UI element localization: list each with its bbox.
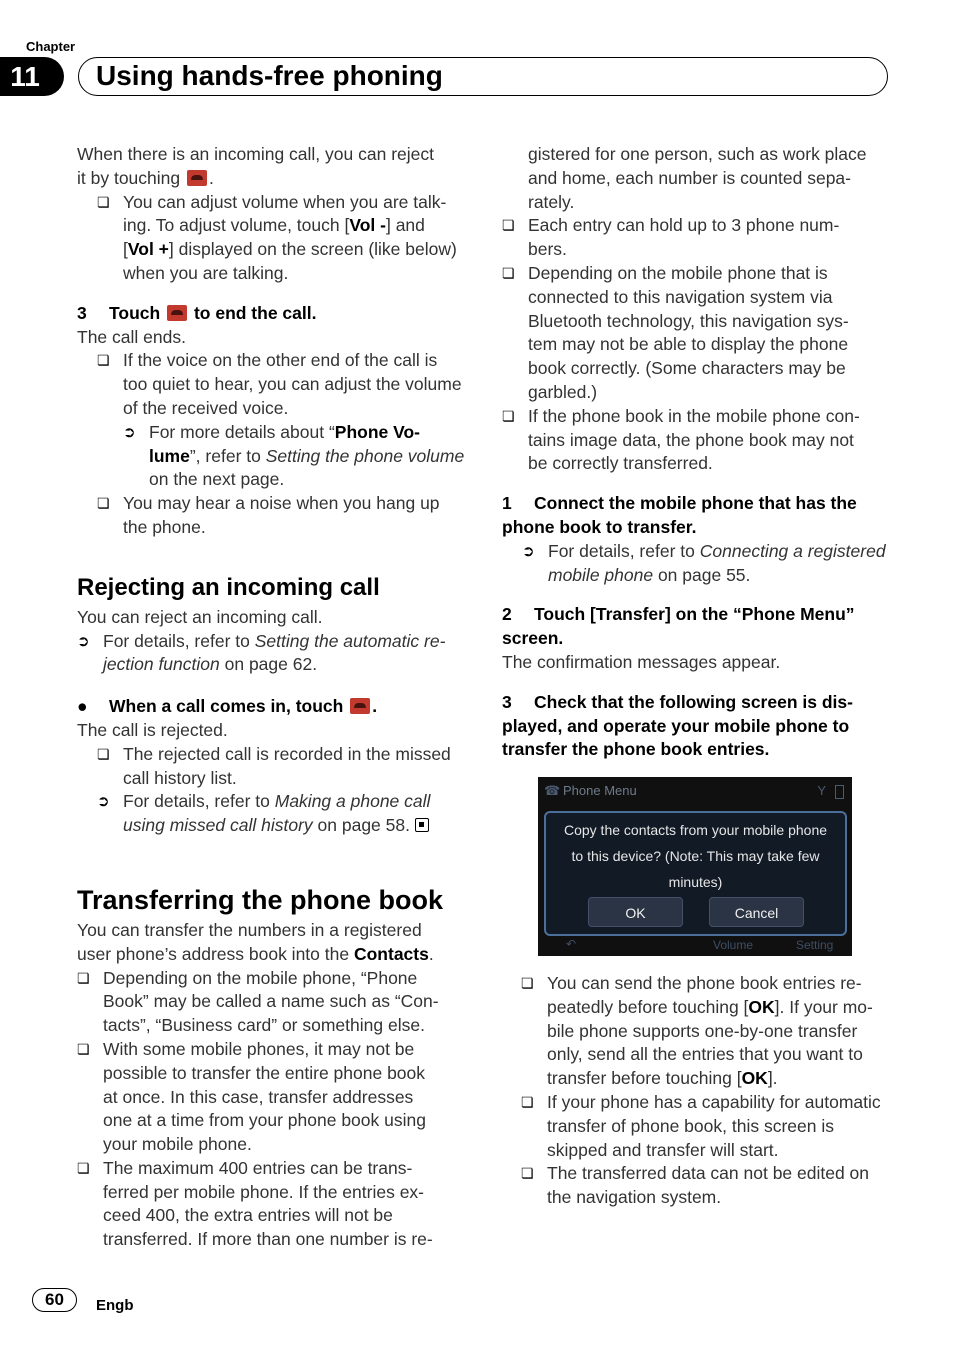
back-icon: ↶ — [566, 937, 577, 951]
ref-text: For details, refer to — [103, 630, 250, 651]
arrow-right-icon: ➲ — [123, 423, 136, 441]
note-line: garbled.) — [528, 381, 598, 402]
note-line: ] displayed on the screen (like below) — [168, 239, 457, 260]
section-end-icon — [415, 818, 429, 832]
note-line: bile phone supports one-by-one transfer — [547, 1020, 858, 1041]
vol-minus-label: Vol - — [349, 215, 386, 236]
note-image-data — [502, 405, 894, 476]
continued-note — [502, 143, 894, 214]
vol-plus-label: Vol + — [127, 239, 169, 260]
phone-icon: ☎ — [544, 783, 561, 798]
step-number: 3 — [77, 302, 87, 323]
note-line: peatedly before touching [ — [547, 996, 749, 1017]
note-line: bers. — [528, 239, 567, 260]
step-number: 1 — [502, 493, 512, 514]
confirm-dialog — [544, 811, 847, 936]
message-line: to this device? (Note: This may take few — [571, 848, 820, 864]
note-line: the phone. — [123, 516, 206, 537]
chapter-number: 11 — [0, 57, 64, 96]
step-number: 3 — [502, 691, 512, 712]
volume-tab[interactable]: Volume — [713, 938, 754, 952]
note-line: transferred. If more than one number is re- — [103, 1229, 433, 1250]
transfer-heading: Transferring the phone book — [77, 884, 444, 915]
note-line: skipped and transfer will start. — [547, 1139, 779, 1160]
note-line: If the voice on the other end of the call is — [123, 350, 438, 371]
arrow-right-icon: ➲ — [77, 632, 90, 650]
note-line: tem may not be able to display the phone — [528, 334, 849, 355]
cancel-button[interactable]: Cancel — [709, 897, 804, 927]
note-line: Bluetooth technology, this navigation sys- — [528, 310, 849, 331]
step-3-check-screen — [502, 691, 894, 762]
ref-phone-volume — [77, 421, 469, 492]
step-3-result: The call ends. — [77, 326, 186, 347]
ref-missed-call — [77, 790, 469, 838]
note-line: ing. To adjust volume, touch [ — [123, 215, 350, 236]
language-code: Engb — [96, 1297, 134, 1314]
ref-bold: lume — [149, 445, 190, 466]
bullet-result: The call is rejected. — [77, 719, 228, 740]
chapter-label: Chapter — [26, 39, 76, 54]
note-line: possible to transfer the entire phone book — [103, 1062, 426, 1083]
note-line: ceed 400, the extra entries will not be — [103, 1205, 393, 1226]
rejecting-heading: Rejecting an incoming call — [77, 573, 380, 601]
hang-up-icon — [187, 170, 207, 186]
ref-text: For details, refer to — [123, 791, 270, 812]
step-text: Touch — [109, 302, 161, 323]
note-line: rately. — [528, 191, 575, 212]
ref-link-title: mobile phone — [548, 564, 654, 585]
note-line: You may hear a noise when you hang up — [123, 493, 440, 514]
note-line: of the received voice. — [123, 397, 289, 418]
note-line: Each entry can hold up to 3 phone num- — [528, 215, 840, 236]
intro-line: user phone’s address book into the — [77, 943, 350, 964]
intro-line: You can transfer the numbers in a registered — [77, 919, 422, 940]
ref-text: on the next page. — [149, 469, 285, 490]
setting-tab[interactable]: Setting — [796, 938, 834, 952]
note-noise — [77, 492, 469, 540]
chapter-title: Using hands-free phoning — [96, 60, 443, 91]
note-line: call history list. — [123, 767, 237, 788]
arrow-right-icon: ➲ — [522, 542, 535, 560]
note-line: book correctly. (Some characters may be — [528, 358, 846, 379]
ref-text: on page 62. — [224, 654, 318, 675]
bullet-dot: ● — [77, 696, 88, 717]
ok-button[interactable]: OK — [588, 897, 683, 927]
note-line: your mobile phone. — [103, 1134, 252, 1155]
intro-paragraph — [77, 143, 469, 191]
step-2-result: The confirmation messages appear. — [502, 651, 781, 672]
ok-label: OK — [748, 996, 775, 1017]
note-line: ] and — [385, 215, 425, 236]
note-line: If your phone has a capability for automatic — [547, 1091, 881, 1112]
step-text: screen. — [502, 628, 564, 649]
note-send-repeatedly — [521, 972, 894, 1091]
note-line: gistered for one person, such as work place — [528, 144, 867, 164]
ref-link-title: Setting the automatic re- — [254, 630, 446, 651]
step-text: Touch [Transfer] on the “Phone Menu” — [534, 604, 855, 625]
note-line: ]. — [767, 1068, 778, 1089]
note-line: one at a time from your phone book using — [103, 1110, 426, 1131]
message-line: minutes) — [668, 874, 723, 890]
message-line: Copy the contacts from your mobile phone — [563, 822, 828, 838]
note-three-numbers — [502, 214, 894, 262]
intro-line-1: When there is an incoming call, you can reject — [77, 144, 434, 164]
note-line: ferred per mobile phone. If the entries ex- — [103, 1181, 425, 1202]
contacts-label: Contacts — [353, 943, 429, 964]
note-quiet-voice — [77, 349, 469, 420]
step-text: Connect the mobile phone that has the — [534, 493, 857, 514]
step-2-touch-transfer — [502, 603, 894, 651]
note-max-entries — [77, 1157, 469, 1252]
step-text: . — [372, 696, 378, 717]
ref-link-title: using missed call history — [123, 815, 313, 836]
device-screenshot — [538, 777, 852, 956]
screen-title-bar — [538, 777, 852, 805]
note-missed-history — [77, 743, 469, 791]
note-line: only, send all the entries that you want to — [547, 1044, 863, 1065]
note-phone-book-name — [77, 967, 469, 1038]
transfer-intro — [77, 919, 469, 967]
step-text: transfer the phone book entries. — [502, 739, 770, 760]
note-line: [ — [123, 239, 128, 260]
note-line: too quiet to hear, you can adjust the volume — [123, 374, 462, 395]
signal-icon: Y — [817, 783, 826, 798]
note-line: when you are talking. — [123, 262, 289, 283]
note-adjust-volume — [77, 191, 469, 286]
step-text: When a call comes in, touch — [109, 696, 344, 717]
intro-period: . — [209, 167, 214, 188]
note-line: The transferred data can not be edited on — [547, 1163, 870, 1184]
right-column — [502, 143, 894, 762]
screen-title: Phone Menu — [563, 783, 637, 798]
step-number: 2 — [502, 604, 512, 625]
arrow-right-icon: ➲ — [97, 793, 110, 811]
right-lower-notes — [521, 972, 894, 1210]
note-line: tains image data, the phone book may not — [528, 429, 854, 450]
ref-link-title: Setting the phone volume — [265, 445, 465, 466]
note-line: and home, each number is counted sepa- — [528, 167, 851, 188]
ref-text: on page 55. — [657, 564, 751, 585]
note-transfer-one-at-a-time — [77, 1038, 469, 1157]
ref-text: For more details about “ — [149, 421, 335, 442]
intro-line: . — [428, 943, 434, 964]
note-line: Depending on the mobile phone, “Phone — [103, 967, 418, 988]
ok-label: OK — [741, 1068, 768, 1089]
step-text: Check that the following screen is dis- — [534, 691, 853, 712]
ref-bold: Phone Vo- — [334, 421, 421, 442]
step-text: played, and operate your mobile phone to — [502, 715, 850, 736]
step-text: to end the call. — [193, 302, 317, 323]
dialog-message — [546, 817, 845, 895]
note-line: ]. If your mo- — [774, 996, 873, 1017]
note-line: The rejected call is recorded in the missed — [123, 743, 451, 764]
battery-icon — [835, 785, 844, 799]
ref-connecting-phone — [502, 540, 894, 588]
note-line: You can send the phone book entries re- — [547, 973, 862, 993]
intro-line-2: it by touching — [77, 167, 181, 188]
note-line: You can adjust volume when you are talk- — [123, 191, 447, 212]
note-line: The maximum 400 entries can be trans- — [103, 1157, 413, 1178]
screen-footer — [538, 935, 852, 956]
note-line: tacts”, “Business card” or something else. — [103, 1015, 425, 1036]
ref-text: on page 58. — [317, 815, 410, 836]
ref-auto-rejection — [77, 630, 469, 678]
note-auto-transfer — [521, 1091, 894, 1162]
ref-link-title: Connecting a registered — [699, 540, 886, 561]
note-line: transfer before touching [ — [547, 1068, 742, 1089]
note-line: Book” may be called a name such as “Con- — [103, 991, 439, 1012]
ref-text: For details, refer to — [548, 540, 695, 561]
ref-text: ”, refer to — [189, 445, 261, 466]
hang-up-icon — [167, 305, 187, 321]
note-line: connected to this navigation system via — [528, 286, 833, 307]
note-line: at once. In this case, transfer addresses — [103, 1086, 414, 1107]
note-line: Depending on the mobile phone that is — [528, 262, 828, 283]
step-bullet-reject — [77, 695, 469, 719]
note-line: If the phone book in the mobile phone con- — [528, 405, 860, 426]
note-display-garbled — [502, 262, 894, 405]
step-1-connect — [502, 492, 894, 540]
note-line: the navigation system. — [547, 1187, 722, 1208]
page-number: 60 — [32, 1288, 77, 1312]
note-line: With some mobile phones, it may not be — [103, 1038, 415, 1059]
step-text: phone book to transfer. — [502, 516, 697, 537]
ref-link-title: jection function — [103, 654, 220, 675]
hang-up-icon — [350, 698, 370, 714]
note-no-edit — [521, 1162, 894, 1210]
note-line: be correctly transferred. — [528, 453, 713, 474]
note-line: transfer of phone book, this screen is — [547, 1115, 834, 1136]
left-column — [77, 143, 469, 1252]
rejecting-intro: You can reject an incoming call. — [77, 606, 323, 627]
step-3-end-call — [77, 302, 469, 326]
ref-link-title: Making a phone call — [274, 791, 431, 812]
